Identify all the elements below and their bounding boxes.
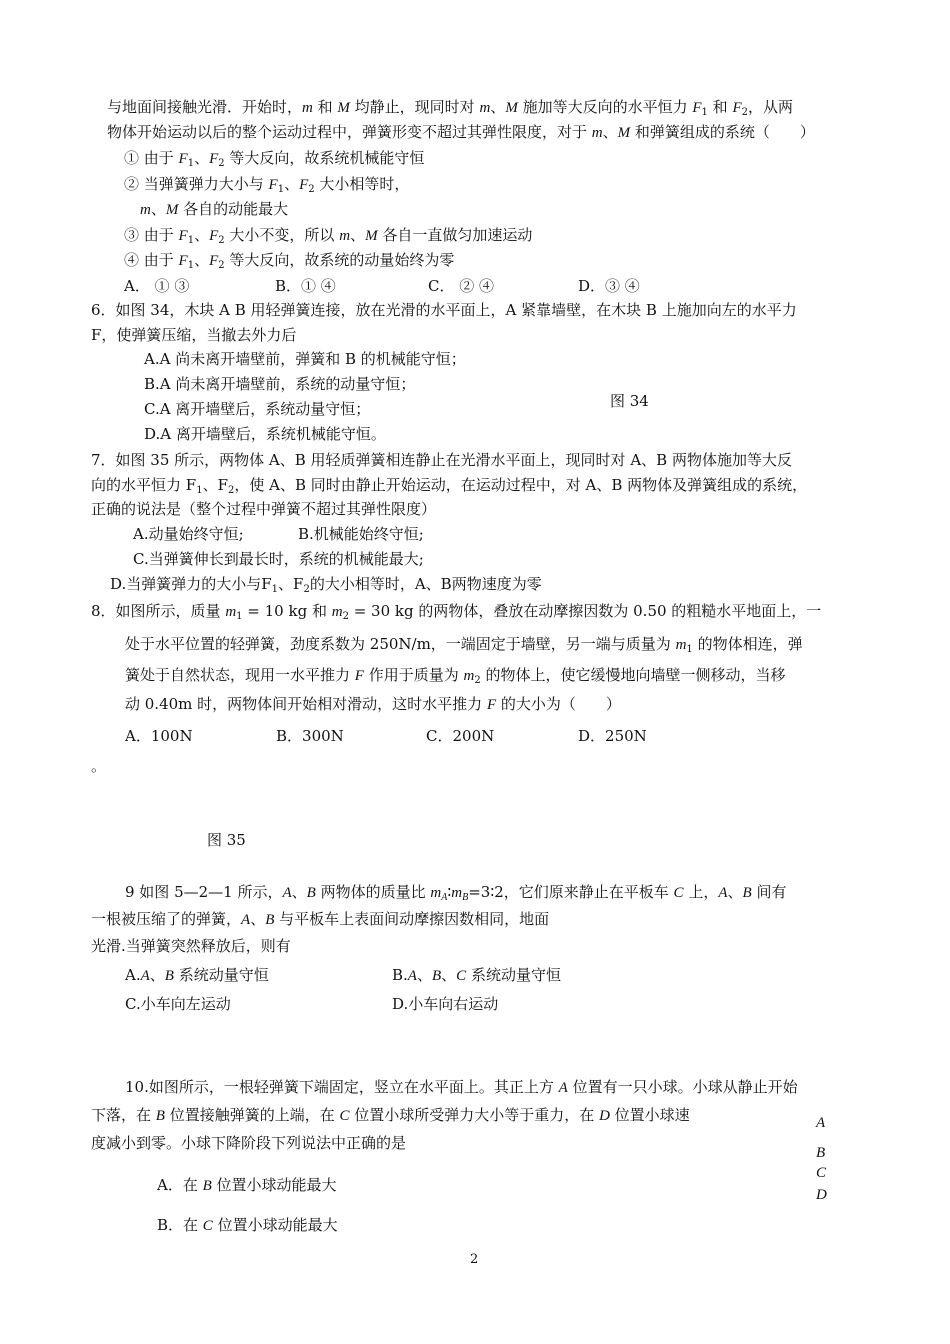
q10-line2: 下落，在 B 位置接触弹簧的上端，在 C 位置小球所受弹力大小等于重力，在 D 位置小球速 <box>91 1106 690 1124</box>
q5-option-3: ③ 由于 $F_1$、$F_2$ 大小不变，所以 m、M 各自一直做匀加速运动 <box>124 226 533 246</box>
q9-line1: 9 如图 5—2—1 所示，A、B 两物体的质量比 $m_A∶m_B=3∶2$，它们原来静止在平板车 C 上，A、B 间有 <box>125 883 787 903</box>
q10-line3: 度减小到零。小球下降阶段下列说法中正确的是 <box>91 1134 407 1152</box>
q7-option-b: B.机械能始终守恒; <box>298 525 424 543</box>
stray-period: 。 <box>91 757 107 775</box>
q5-option-1: ① 由于 $F_1$、$F_2$ 等大反向，故系统机械能守恒 <box>124 149 425 169</box>
q5-line1: 与地面间接触光滑．开始时，m 和 M 均静止，现同时对 m、M 施加等大反向的水平恒力 $F_1$ 和 $F_2$，从两 <box>107 98 794 118</box>
q7-line1: 7．如图 35 所示，两物体 A、B 用轻质弹簧相连静止在光滑水平面上，现同时对 A、B 两物体施加等大反 <box>91 451 792 469</box>
q7-option-d: D.当弹簧弹力的大小与$F_1$、$F_2$的大小相等时，A、B两物速度为零 <box>110 575 542 595</box>
q7-option-c: C.当弹簧伸长到最长时，系统的机械能最大; <box>133 550 424 568</box>
page-number: 2 <box>470 1252 479 1267</box>
q6-option-a: A.A 尚未离开墙壁前，弹簧和 B 的机械能守恒； <box>144 350 466 368</box>
q9-option-b: B.A、B、C 系统动量守恒 <box>392 966 561 984</box>
q8-choice-a: A．100N <box>125 727 193 745</box>
q6-line2: F，使弹簧压缩，当撤去外力后 <box>91 326 297 344</box>
figure-label-a: A <box>816 1115 826 1131</box>
q10-option-b: B．在 C 位置小球动能最大 <box>157 1216 338 1234</box>
q8-line2: 处于水平位置的轻弹簧，劲度系数为 250N/m，一端固定于墙壁，另一端与质量为 $m_1$ 的物体相连，弹 <box>125 635 803 655</box>
q5-choice-c: C． ② ④ <box>428 277 495 295</box>
q5-option-2-cont: m、M 各自的动能最大 <box>140 200 289 218</box>
q6-option-d: D.A 离开墙壁后，系统机械能守恒。 <box>144 425 386 443</box>
q9-option-d: D.小车向右运动 <box>392 995 499 1013</box>
figure-35-caption: 图 35 <box>207 831 246 849</box>
q5-option-2: ② 当弹簧弹力大小与 $F_1$、$F_2$ 大小相等时， <box>124 175 410 195</box>
q6-line1: 6．如图 34，木块 A B 用轻弹簧连接，放在光滑的水平面上，A 紧靠墙壁，在木块 B 上施加向左的水平力 <box>91 301 797 319</box>
q8-line1: 8．如图所示，质量 $m_1 = 10$ kg 和 $m_2 = 30$ kg 的两物体，叠放在动摩擦因数为 0.50 的粗糙水平地面上，一 <box>91 602 822 622</box>
q5-option-4: ④ 由于 $F_1$、$F_2$ 等大反向，故系统的动量始终为零 <box>124 251 455 271</box>
figure-34-caption: 图 34 <box>610 392 649 410</box>
q5-choice-d: D．③ ④ <box>578 277 640 295</box>
q5-line2: 物体开始运动以后的整个运动过程中，弹簧形变不超过其弹性限度，对于 m、M 和弹簧组成的系统（ ） <box>107 123 815 141</box>
q10-option-a: A．在 B 位置小球动能最大 <box>157 1176 337 1194</box>
figure-label-d: D <box>816 1187 827 1203</box>
q8-choice-b: B．300N <box>276 727 344 745</box>
q9-line3: 光滑.当弹簧突然释放后，则有 <box>91 937 291 955</box>
q9-option-c: C.小车向左运动 <box>125 995 231 1013</box>
q9-line2: 一根被压缩了的弹簧，A、B 与平板车上表面间动摩擦因数相同，地面 <box>91 910 550 928</box>
q7-option-a: A.动量始终守恒; <box>133 525 244 543</box>
q8-choice-d: D．250N <box>578 727 647 745</box>
q5-choice-b: B．① ④ <box>275 277 336 295</box>
q7-line3: 正确的说法是（整个过程中弹簧不超过其弹性限度） <box>91 500 437 518</box>
figure-label-c: C <box>816 1165 827 1181</box>
q5-choice-a: A． ① ③ <box>124 277 190 295</box>
q9-option-a: A.A、B 系统动量守恒 <box>125 966 269 984</box>
figure-label-b: B <box>816 1145 826 1161</box>
q8-line4: 动 0.40m 时，两物体间开始相对滑动，这时水平推力 F 的大小为（ ） <box>125 695 621 713</box>
q8-choice-c: C．200N <box>426 727 495 745</box>
q8-line3: 簧处于自然状态，现用一水平推力 F 作用于质量为 $m_2$ 的物体上，使它缓慢地向墙壁一侧移动，当移 <box>125 666 786 686</box>
q7-line2: 向的水平恒力 $F_1$、$F_2$，使 A、B 同时由静止开始运动，在运动过程中，对 A、B 两物体及弹簧组成的系统， <box>91 476 808 496</box>
q6-option-b: B.A 尚未离开墙壁前，系统的动量守恒； <box>144 375 416 393</box>
q10-line1: 10.如图所示，一根轻弹簧下端固定，竖立在水平面上。其正上方 A 位置有一只小球。小球从静止开始 <box>125 1078 798 1096</box>
q6-option-c: C.A 离开墙壁后，系统动量守恒； <box>144 400 371 418</box>
